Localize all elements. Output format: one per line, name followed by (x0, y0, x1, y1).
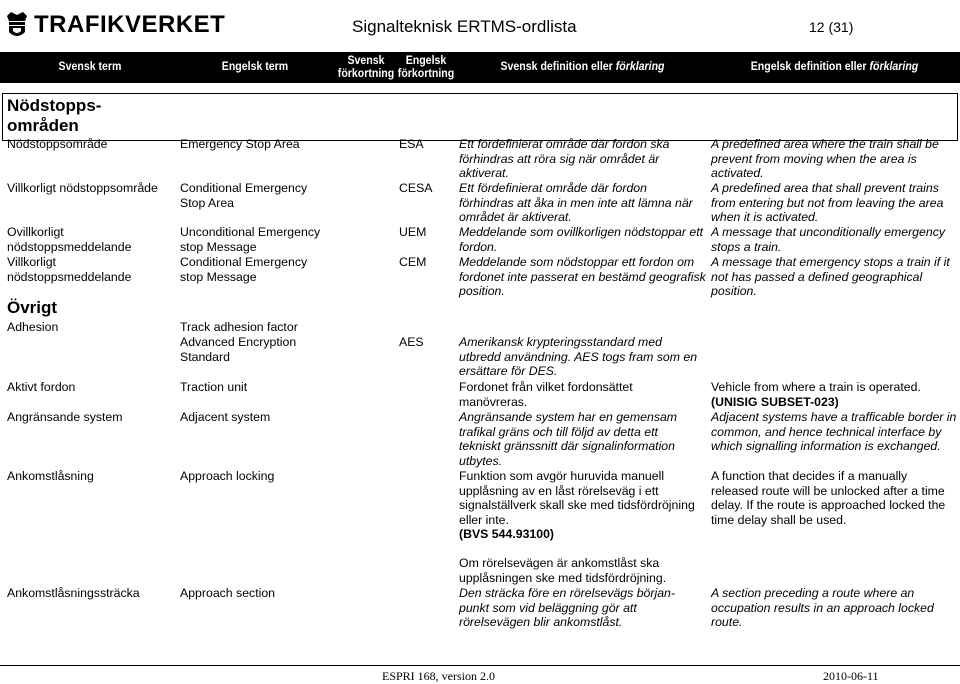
column-header-bar (0, 52, 960, 83)
row8-def-en: Adjacent systems have a trafficable border in common, and hence technical interface by which signalling information is exchanged. (711, 410, 957, 454)
row1-en-term: Emergency Stop Area (180, 137, 300, 151)
col-header-sv-def-italic: förklaring (615, 61, 665, 73)
row2-en-term: Conditional Emergency Stop Area (180, 181, 308, 210)
row3-abbr: UEM (399, 225, 427, 239)
row10-def-en: A section preceding a route where an occupation results in an approach locked route. (711, 586, 934, 630)
row6-def-sv: Amerikansk krypteringsstandard med utbredd användning. AES togs fram som en ersättare för DES. (459, 335, 698, 379)
row2-def-en: A predefined area that shall prevent trains from entering but not from leaving the area when it is activated. (711, 181, 944, 225)
col-header-en-def (740, 52, 929, 83)
col-header-en-term: Engelsk term (221, 61, 289, 73)
logo-wordmark: TRAFIKVERKET (34, 11, 226, 38)
row1-abbr: ESA (399, 137, 424, 151)
row9-def-sv-text: Funktion som avgör huruvida manuell upplåsning av en låst rörelseväg i ett signalställverk skall ske med tidsfördröjning eller inte. (459, 469, 695, 527)
row9-def-en: A function that decides if a manually released route will be unlocked after a time delay. If the route is approached locked the time delay shall be used. (711, 469, 946, 527)
row7-def-en-text: Vehicle from where a train is operated. (711, 380, 921, 394)
trafikverket-logo (4, 8, 225, 42)
row4-def-sv: Meddelande som nödstoppar ett fordon om fordonet inte passerat en bestämd geografisk position. (459, 255, 706, 299)
row3-def-sv: Meddelande som ovillkorligen nödstoppar ett fordon. (459, 225, 704, 254)
row2-sv-term: Villkorligt nödstoppsområde (7, 181, 158, 195)
page-number: 12 (31) (809, 19, 854, 35)
row8-sv-term: Angränsande system (7, 410, 123, 424)
row9-sv-term: Ankomstlåsning (7, 469, 94, 483)
row7-def-en (711, 380, 956, 409)
row4-def-en: A message that emergency stops a train if it not has passed a defined geographical position. (711, 255, 950, 299)
row9-en-term: Approach locking (180, 469, 275, 483)
section-box-emergency (2, 93, 958, 141)
row10-def-sv: Den sträcka före en rörelsevägs börjanpunkt som vid beläggning gör att rörelsevägen blir ankomstlåst. (459, 586, 675, 630)
crown-icon (4, 10, 30, 40)
col-header-sv-def-text: Svensk definition eller (500, 61, 613, 73)
footer-doc-id: ESPRI 168, version 2.0 (382, 669, 496, 683)
row7-sv-term: Aktivt fordon (7, 380, 76, 394)
row9-def-sv-ref: (BVS 544.93100) (459, 527, 555, 542)
row6-en-term: Advanced Encryption Standard (180, 335, 297, 364)
col-header-sv-abbr: Svensk förkortning (337, 54, 395, 80)
footer-date: 2010-06-11 (823, 669, 879, 683)
row3-sv-term: Ovillkorligt nödstoppsmeddelande (7, 225, 132, 254)
row4-abbr: CEM (399, 255, 427, 269)
row9-def-sv-note: Om rörelsevägen är ankomstlåst ska upplåsningen ske med tidsfördröjning. (459, 555, 667, 585)
col-header-sv-term: Svensk term (58, 61, 122, 73)
row10-sv-term: Ankomstlåsningssträcka (7, 586, 140, 600)
row8-en-term: Adjacent system (180, 410, 271, 424)
row9-def-sv (459, 469, 699, 585)
row1-def-en: A predefined area where the train shall be prevent from moving when the area is activated. (711, 137, 939, 181)
row4-en-term: Conditional Emergency stop Message (180, 255, 308, 284)
col-header-en-def-text: Engelsk definition eller (750, 61, 867, 73)
row7-def-en-ref: (UNISIG SUBSET-023) (711, 394, 839, 409)
row3-en-term: Unconditional Emergency stop Message (180, 225, 321, 254)
row5-en-term: Track adhesion factor (180, 320, 298, 334)
row1-def-sv: Ett fördefinierat område där fordon ska förhindras att röra sig när området är aktiverat. (459, 137, 670, 181)
section-title-other: Övrigt (7, 298, 58, 317)
row2-abbr: CESA (399, 181, 433, 195)
col-header-en-def-italic: förklaring (869, 61, 919, 73)
row5-sv-term: Adhesion (7, 320, 59, 334)
col-header-en-abbr: Engelsk förkortning (397, 54, 455, 80)
col-header-sv-def (488, 52, 677, 83)
footer-rule (0, 665, 960, 666)
section-title-emergency: Nödstopps-områden (7, 96, 102, 135)
row1-sv-term: Nödstoppsområde (7, 137, 108, 151)
row10-en-term: Approach section (180, 586, 276, 600)
row7-def-sv: Fordonet från vilket fordonsättet manövreras. (459, 380, 633, 409)
row4-sv-term: Villkorligt nödstoppsmeddelande (7, 255, 132, 284)
document-title: Signalteknisk ERTMS-ordlista (352, 17, 577, 36)
row8-def-sv: Angränsande system har en gemensam trafikal gräns och till följd av detta ett tekniskt gränssnitt där signalinformation utbytes. (459, 410, 678, 468)
row3-def-en: A message that unconditionally emergency stops a train. (711, 225, 946, 254)
row2-def-sv: Ett fördefinierat område där fordon förhindras att åka in men inte att lämna när området är aktiverat. (459, 181, 693, 225)
row7-en-term: Traction unit (180, 380, 248, 394)
row6-abbr: AES (399, 335, 424, 349)
